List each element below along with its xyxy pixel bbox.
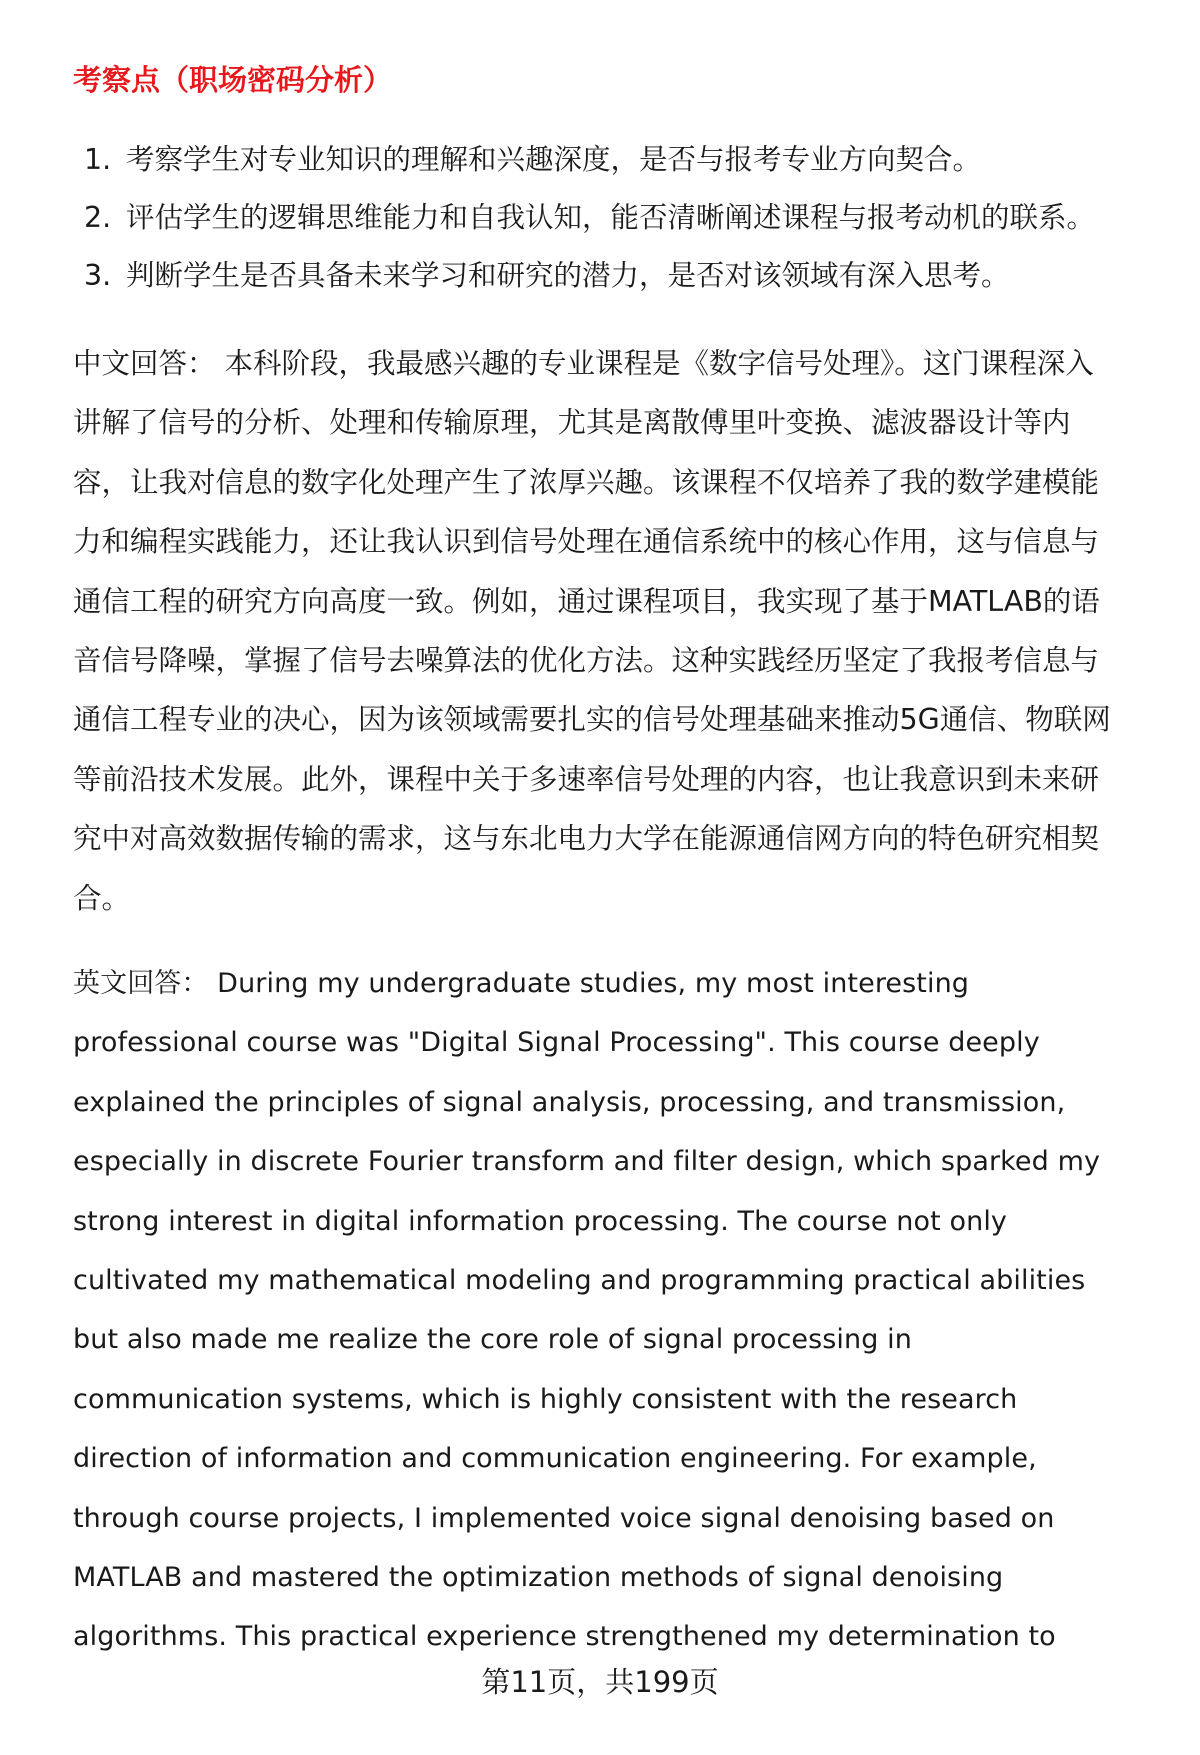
- section-title: 考察点（职场密码分析）: [73, 63, 393, 97]
- text-line: but also made me realize the core role of signal processing in: [73, 1324, 912, 1356]
- text-line: strong interest in digital information processing. The course not only: [73, 1205, 1008, 1237]
- text-line: 音信号降噪，掌握了信号去噪算法的优化方法。这种实践经历坚定了我报考信息与: [73, 643, 1100, 677]
- text-line: 合。: [73, 881, 131, 915]
- text-line: 力和编程实践能力，还让我认识到信号处理在通信系统中的核心作用，这与信息与: [73, 525, 1100, 559]
- text-line: 讲解了信号的分析、处理和传输原理，尤其是离散傅里叶变换、滤波器设计等内: [73, 406, 1071, 440]
- text-line: MATLAB and mastered the optimization methods of signal denoising: [73, 1561, 1004, 1593]
- text-line: 究中对高效数据传输的需求，这与东北电力大学在能源通信网方向的特色研究相契: [73, 822, 1100, 856]
- text-line: 等前沿技术发展。此外，课程中关于多速率信号处理的内容，也让我意识到未来研: [73, 762, 1100, 796]
- text-line: communication systems, which is highly consistent with the research: [73, 1383, 1018, 1415]
- text-line: explained the principles of signal analysis, processing, and transmission,: [73, 1086, 1066, 1118]
- list-item: [84, 139, 1095, 197]
- text-line: professional course was "Digital Signal Processing". This course deeply: [73, 1027, 1040, 1059]
- text-line: direction of information and communication engineering. For example,: [73, 1443, 1037, 1475]
- chinese-answer: [73, 343, 1111, 937]
- text-line: algorithms. This practical experience strengthened my determination to: [73, 1621, 1056, 1653]
- list-text: 评估学生的逻辑思维能力和自我认知，能否清晰阐述课程与报考动机的联系。: [126, 201, 1096, 234]
- english-answer: [73, 963, 1100, 1676]
- text-line: 通信工程的研究方向高度一致。例如，通过课程项目，我实现了基于MATLAB的语: [73, 584, 1100, 618]
- list-item: [84, 255, 1095, 313]
- list-item: [84, 197, 1095, 255]
- page-number: 第11页，共199页: [481, 1665, 719, 1699]
- list-number: 1.: [84, 143, 112, 176]
- text-line: 容，让我对信息的数字化处理产生了浓厚兴趣。该课程不仅培养了我的数学建模能: [73, 465, 1100, 499]
- text-line: especially in discrete Fourier transform and filter design, which sparked my: [73, 1146, 1101, 1178]
- assessment-points-list: [84, 139, 1095, 313]
- text-line: through course projects, I implemented voice signal denoising based on: [73, 1502, 1055, 1534]
- list-number: 3.: [84, 259, 112, 292]
- text-line: 英文回答： During my undergraduate studies, my most interesting: [73, 968, 970, 999]
- list-text: 考察学生对专业知识的理解和兴趣深度，是否与报考专业方向契合。: [126, 143, 982, 176]
- list-text: 判断学生是否具备未来学习和研究的潜力，是否对该领域有深入思考。: [126, 259, 1010, 292]
- list-number: 2.: [84, 201, 112, 234]
- text-line: 中文回答： 本科阶段，我最感兴趣的专业课程是《数字信号处理》。这门课程深入: [73, 347, 1094, 380]
- text-line: 通信工程专业的决心，因为该领域需要扎实的信号处理基础来推动5G通信、物联网: [73, 703, 1111, 737]
- text-line: cultivated my mathematical modeling and programming practical abilities: [73, 1264, 1086, 1296]
